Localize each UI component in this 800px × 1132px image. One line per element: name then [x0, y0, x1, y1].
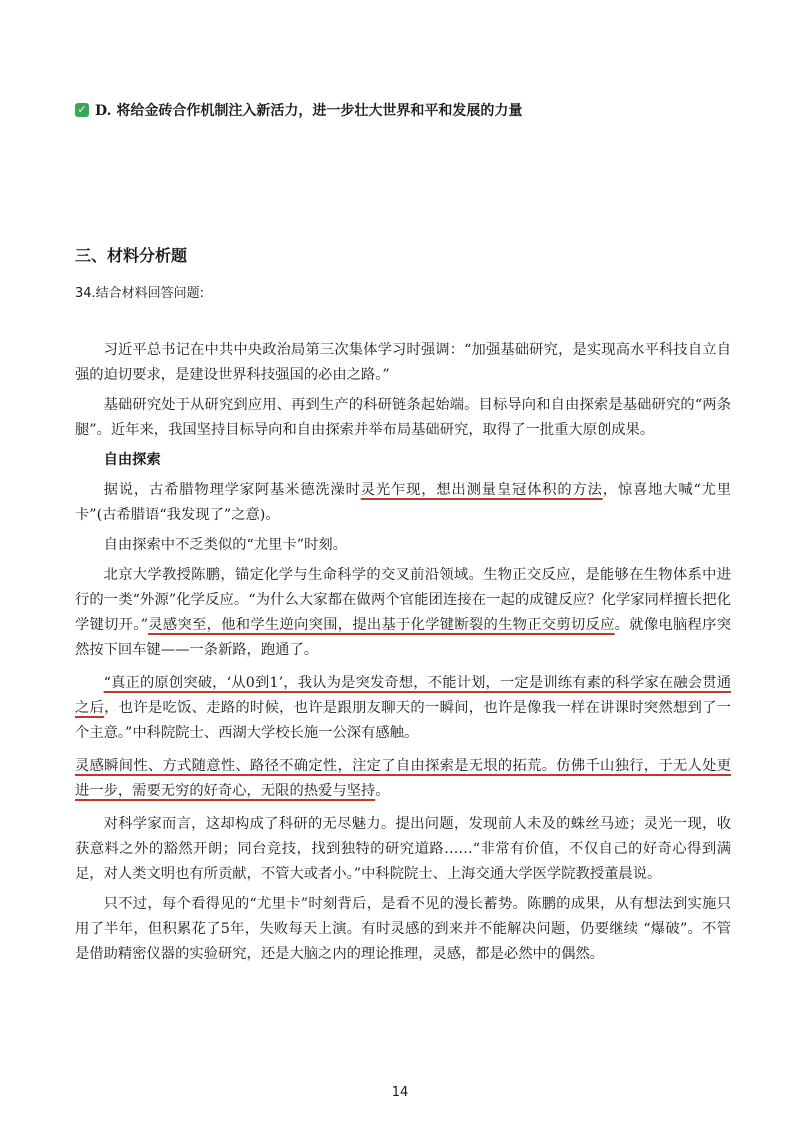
underlined-text: “真正的原创突破，‘从0到1’，我认为是突发奇想，不能计划，一定是训练有素的科学家在融会贯通之后 [75, 675, 731, 716]
material-paragraph-8: 对科学家而言，这却构成了科研的无尽魅力。提出问题，发现前人未及的蛛丝马迹；灵光一现，收获意料之外的豁然开朗；同台竞技，找到独特的研究道路……“非常有价值，不仅自己的好奇心得到满足，对人类文明也有所贡献，不管大或者小。”中科院院士、上海交通大学医学院教授董晨说。 [75, 816, 731, 882]
underlined-text: 灵感瞬间性、方式随意性、路径不确定性，注定了自由探索是无垠的拓荒。仿佛千山独行，于无人处更进一步，需要无穷的好奇心，无限的热爱与坚持 [75, 758, 731, 799]
material-paragraph-1: 习近平总书记在中共中央政治局第三次集体学习时强调：“加强基础研究，是实现高水平科技自立自强的迫切要求，是建设世界科技强国的必由之路。” [75, 342, 731, 383]
material-paragraph-3 [75, 478, 731, 528]
answer-option-d [75, 100, 522, 120]
question-label: 34.结合材料回答问题: [75, 286, 205, 301]
page-number: 14 [391, 1085, 409, 1100]
material-paragraph-7 [75, 754, 731, 804]
answer-text: D. 将给金砖合作机制注入新活力，进一步壮大世界和平和发展的力量 [95, 103, 523, 119]
text-run: 北京大学教授陈鹏，锚定化学与生命科学的交叉前沿领域。生物正交反应，是能够在生物体系中进行的一类“外源”化学反应。“为什么大家都在做两个官能团连接在一起的成键反应？化学家同样擅长把化学键切开。” [75, 567, 731, 633]
material-paragraph-6 [75, 671, 731, 746]
material-body [75, 338, 731, 967]
underlined-text: 灵感突至，他和学生逆向突围，提出基于化学键断裂的生物正交剪切反应 [148, 617, 615, 633]
material-heading: 自由探索 [103, 452, 161, 468]
text-run: ，也许是吃饭、走路的时候，也许是跟朋友聊天的一瞬间，也许是像我一样在讲课时突然想到了一个主意。”中科院院士、西湖大学校长施一公深有感触。 [75, 700, 731, 741]
check-mark-icon: ✓ [75, 103, 89, 117]
text-run: 。 [375, 783, 390, 799]
material-paragraph-2: 基础研究处于从研究到应用、再到生产的科研链条起始端。目标导向和自由探索是基础研究的“两条腿”。近年来，我国坚持目标导向和自由探索并举布局基础研究，取得了一批重大原创成果。 [75, 397, 731, 438]
material-paragraph-5 [75, 563, 731, 663]
text-run: 。就像电脑程序突然按下回车键——一条新路，跑通了。 [75, 617, 731, 658]
section-title: 三、材料分析题 [75, 246, 188, 265]
underlined-text: 灵光乍现，想出测量皇冠体积的方法 [360, 482, 603, 498]
material-paragraph-4: 自由探索中不乏类似的“尤里卡”时刻。 [103, 537, 347, 553]
text-run: 据说，古希腊物理学家阿基米德洗澡时 [103, 482, 361, 498]
text-run: ，惊喜地大喊“尤里卡”(古希腊语“我发现了”之意)。 [75, 482, 732, 523]
material-paragraph-9: 只不过，每个看得见的“尤里卡”时刻背后，是看不见的漫长蓄势。陈鹏的成果，从有想法到实施只用了半年，但积累花了5年，失败每天上演。有时灵感的到来并不能解决问题，仍要继续 “爆破”。不管是借助精密仪器的实验研究，还是大脑之内的理论推理，灵感，都是必然中的偶然。 [75, 896, 731, 962]
